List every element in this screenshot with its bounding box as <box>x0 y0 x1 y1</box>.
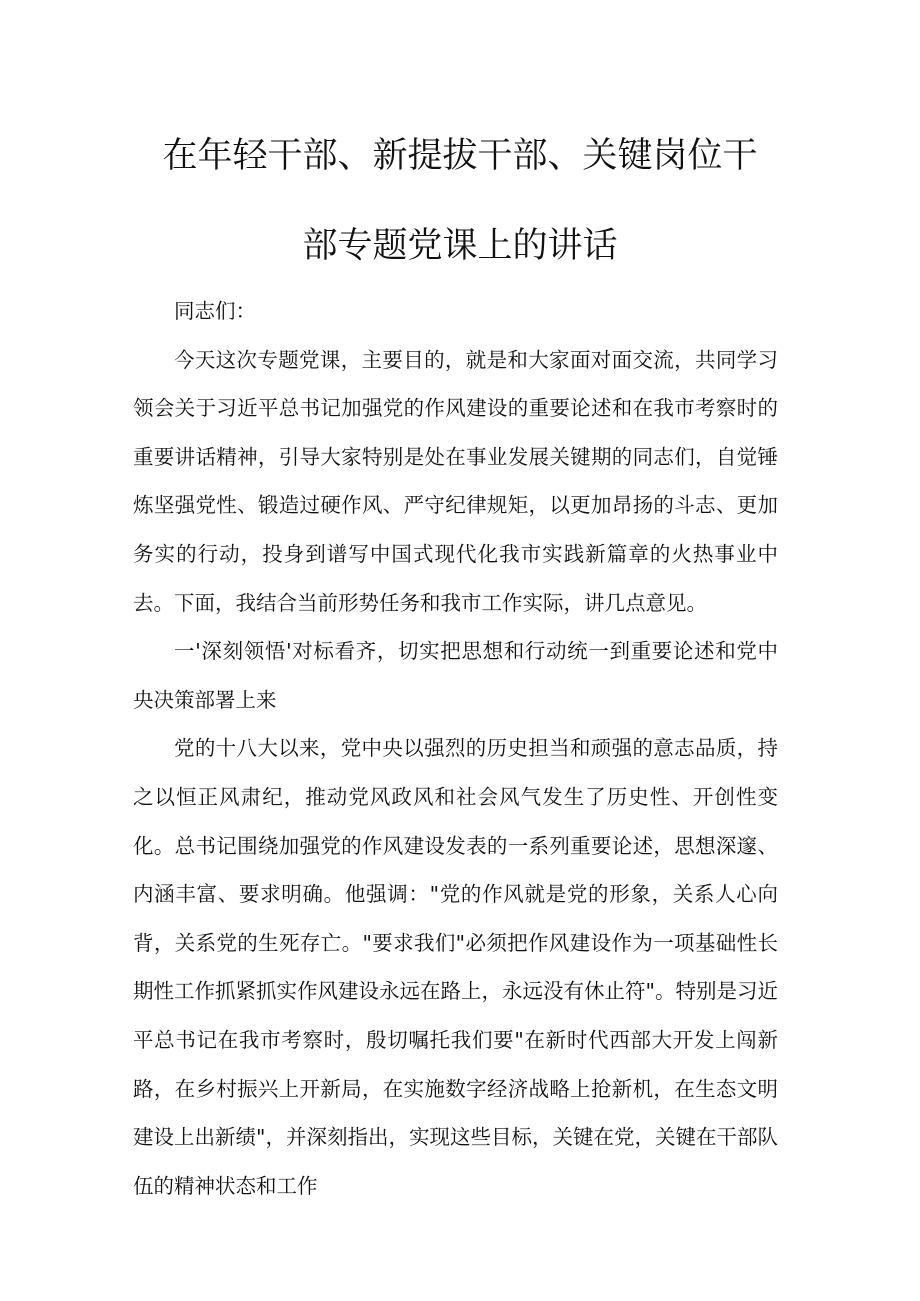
section-heading-1: 一'深刻领悟'对标看齐，切实把思想和行动统一到重要论述和党中央决策部署上来 <box>133 639 778 712</box>
salutation: 同志们： <box>174 299 256 323</box>
document-title-line-2: 部专题党课上的讲话 <box>302 226 618 266</box>
paragraph-intro: 今天这次专题党课，主要目的，就是和大家面对面交流，共同学习领会关于习近平总书记加强党的作风建设的重要论述和在我市考察时的重要讲话精神，引导大家特别是处在事业发展关键期的同志们，自觉锤炼坚强党性、锻造过硬作风、严守纪律规矩，以更加昂扬的斗志、更加务实的行动，投身到谱写中国式现代化我市实践新篇章的火热事业中去。下面，我结合当前形势任务和我市工作实际，讲几点意见。 <box>133 347 778 615</box>
document-body <box>133 287 778 1210</box>
document-title-line-1: 在年轻干部、新提拔干部、关键岗位干 <box>162 136 758 176</box>
paragraph-section-1: 党的十八大以来，党中央以强烈的历史担当和顽强的意志品质，持之以恒正风肃纪，推动党风政风和社会风气发生了历史性、开创性变化。总书记围绕加强党的作风建设发表的一系列重要论述，思想深邃、内涵丰富、要求明确。他强调："党的作风就是党的形象，关系人心向背，关系党的生死存亡。"要求我们"必须把作风建设作为一项基础性长期性工作抓紧抓实作风建设永远在路上，永远没有休止符"。特别是习近平总书记在我市考察时，殷切嘱托我们要"在新时代西部大开发上闯新路，在乡村振兴上开新局，在实施数字经济战略上抢新机，在生态文明建设上出新绩"，并深刻指出，实现这些目标，关键在党，关键在干部队伍的精神状态和工作 <box>133 736 778 1198</box>
